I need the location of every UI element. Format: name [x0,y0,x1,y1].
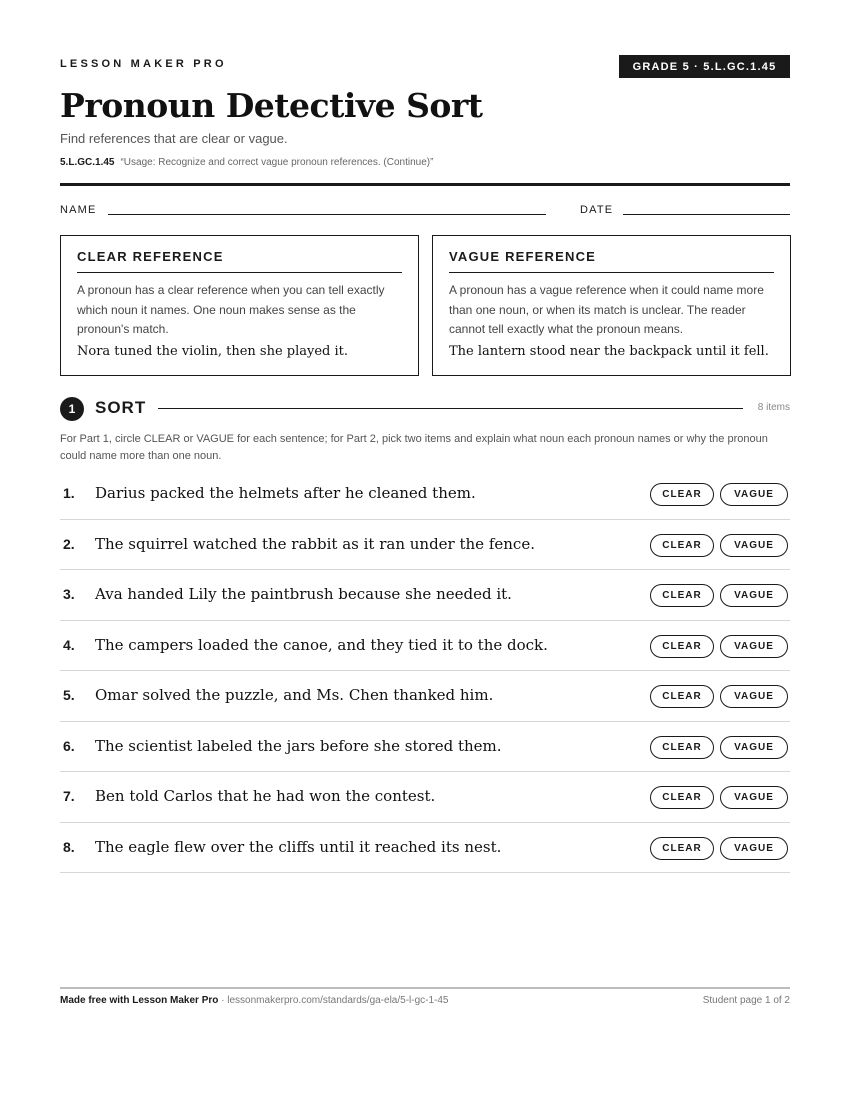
section-directions: For Part 1, circle CLEAR or VAGUE for each sentence; for Part 2, pick two items and explain what noun each pronoun names or why the pronoun could name more than one noun. [60,433,768,462]
item-number: 6. [63,737,75,754]
item-sentence: The squirrel watched the rabbit as it ran under the fence. [95,534,535,553]
clear-reference-heading: CLEAR REFERENCE [77,249,402,273]
clear-reference-example: Nora tuned the violin, then she played it. [77,343,349,359]
footer-url[interactable]: · lessonmakerpro.com/standards/ga-ela/5-l-gc-1-45 [218,995,449,1006]
item-sentence: Darius packed the helmets after he cleaned them. [95,484,476,502]
standard-line [60,157,433,168]
page-title: Pronoun Detective Sort [60,86,483,125]
choice-group [650,736,788,759]
date-line[interactable] [623,214,790,215]
vague-reference-text: A pronoun has a vague reference when it could name more than one noun, or when its match is unclear. The reader cannot tell exactly what the pronoun means. [449,283,764,336]
vague-reference-box [432,235,791,376]
standard-description: “Usage: Recognize and correct vague pronoun references. (Continue)” [120,157,434,168]
footer-credit [60,995,449,1006]
section-title: SORT [95,398,147,417]
item-sentence: Omar solved the puzzle, and Ms. Chen thanked him. [95,686,494,704]
item-number: 1. [63,485,75,501]
list-item [60,469,790,520]
standard-code: 5.L.GC.1.45 [60,157,115,168]
name-label: NAME [60,204,97,216]
clear-choice-button[interactable]: CLEAR [650,786,714,809]
header-rule [60,183,790,186]
section-rule [158,408,743,409]
vague-choice-button[interactable]: VAGUE [720,534,788,557]
clear-choice-button[interactable]: CLEAR [650,736,714,759]
item-sentence: The scientist labeled the jars before she stored them. [95,736,502,755]
brand-name: LESSON MAKER PRO [60,58,227,70]
item-number: 3. [63,586,75,602]
item-number: 4. [63,636,75,653]
item-sentence: The eagle flew over the cliffs until it reached its nest. [95,837,502,856]
item-sentence: Ben told Carlos that he had won the contest. [95,787,436,805]
list-item [60,520,790,571]
clear-reference-text: A pronoun has a clear reference when you can tell exactly which noun it names. One noun makes sense as the pronoun's match. [77,283,385,336]
list-item [60,823,790,874]
clear-choice-button[interactable]: CLEAR [650,837,714,860]
choice-group [650,584,788,607]
choice-group [650,483,788,506]
vague-choice-button[interactable]: VAGUE [720,837,788,860]
vague-choice-button[interactable]: VAGUE [720,584,788,607]
vague-reference-heading: VAGUE REFERENCE [449,249,774,273]
choice-group [650,685,788,708]
clear-choice-button[interactable]: CLEAR [650,483,714,506]
footer-rule [60,987,790,989]
page-subtitle: Find references that are clear or vague. [60,131,288,146]
footer-page-number: Student page 1 of 2 [702,995,790,1006]
vague-choice-button[interactable]: VAGUE [720,635,788,658]
footer-brand: Made free with Lesson Maker Pro [60,995,219,1006]
item-sentence: The campers loaded the canoe, and they tied it to the dock. [95,635,548,654]
list-item [60,722,790,773]
item-number: 2. [63,535,75,552]
list-item [60,671,790,722]
name-line[interactable] [108,214,546,215]
item-sentence: Ava handed Lily the paintbrush because she needed it. [95,585,512,603]
clear-reference-box [60,235,419,376]
clear-choice-button[interactable]: CLEAR [650,584,714,607]
section-number-badge: 1 [60,397,84,421]
item-number: 8. [63,838,75,855]
choice-group [650,635,788,658]
vague-choice-button[interactable]: VAGUE [720,685,788,708]
choice-group [650,786,788,809]
item-number: 7. [63,788,75,804]
vague-choice-button[interactable]: VAGUE [720,786,788,809]
clear-choice-button[interactable]: CLEAR [650,534,714,557]
choice-group [650,534,788,557]
item-number: 5. [63,687,75,703]
section-item-count: 8 items [757,402,790,413]
list-item [60,570,790,621]
list-item [60,772,790,823]
vague-choice-button[interactable]: VAGUE [720,736,788,759]
list-item [60,621,790,672]
vague-reference-example: The lantern stood near the backpack until it fell. [449,343,769,359]
sort-items-list [60,469,790,873]
vague-choice-button[interactable]: VAGUE [720,483,788,506]
choice-group [650,837,788,860]
date-label: DATE [580,204,614,216]
clear-choice-button[interactable]: CLEAR [650,635,714,658]
grade-badge: GRADE 5 · 5.L.GC.1.45 [619,55,790,78]
clear-choice-button[interactable]: CLEAR [650,685,714,708]
